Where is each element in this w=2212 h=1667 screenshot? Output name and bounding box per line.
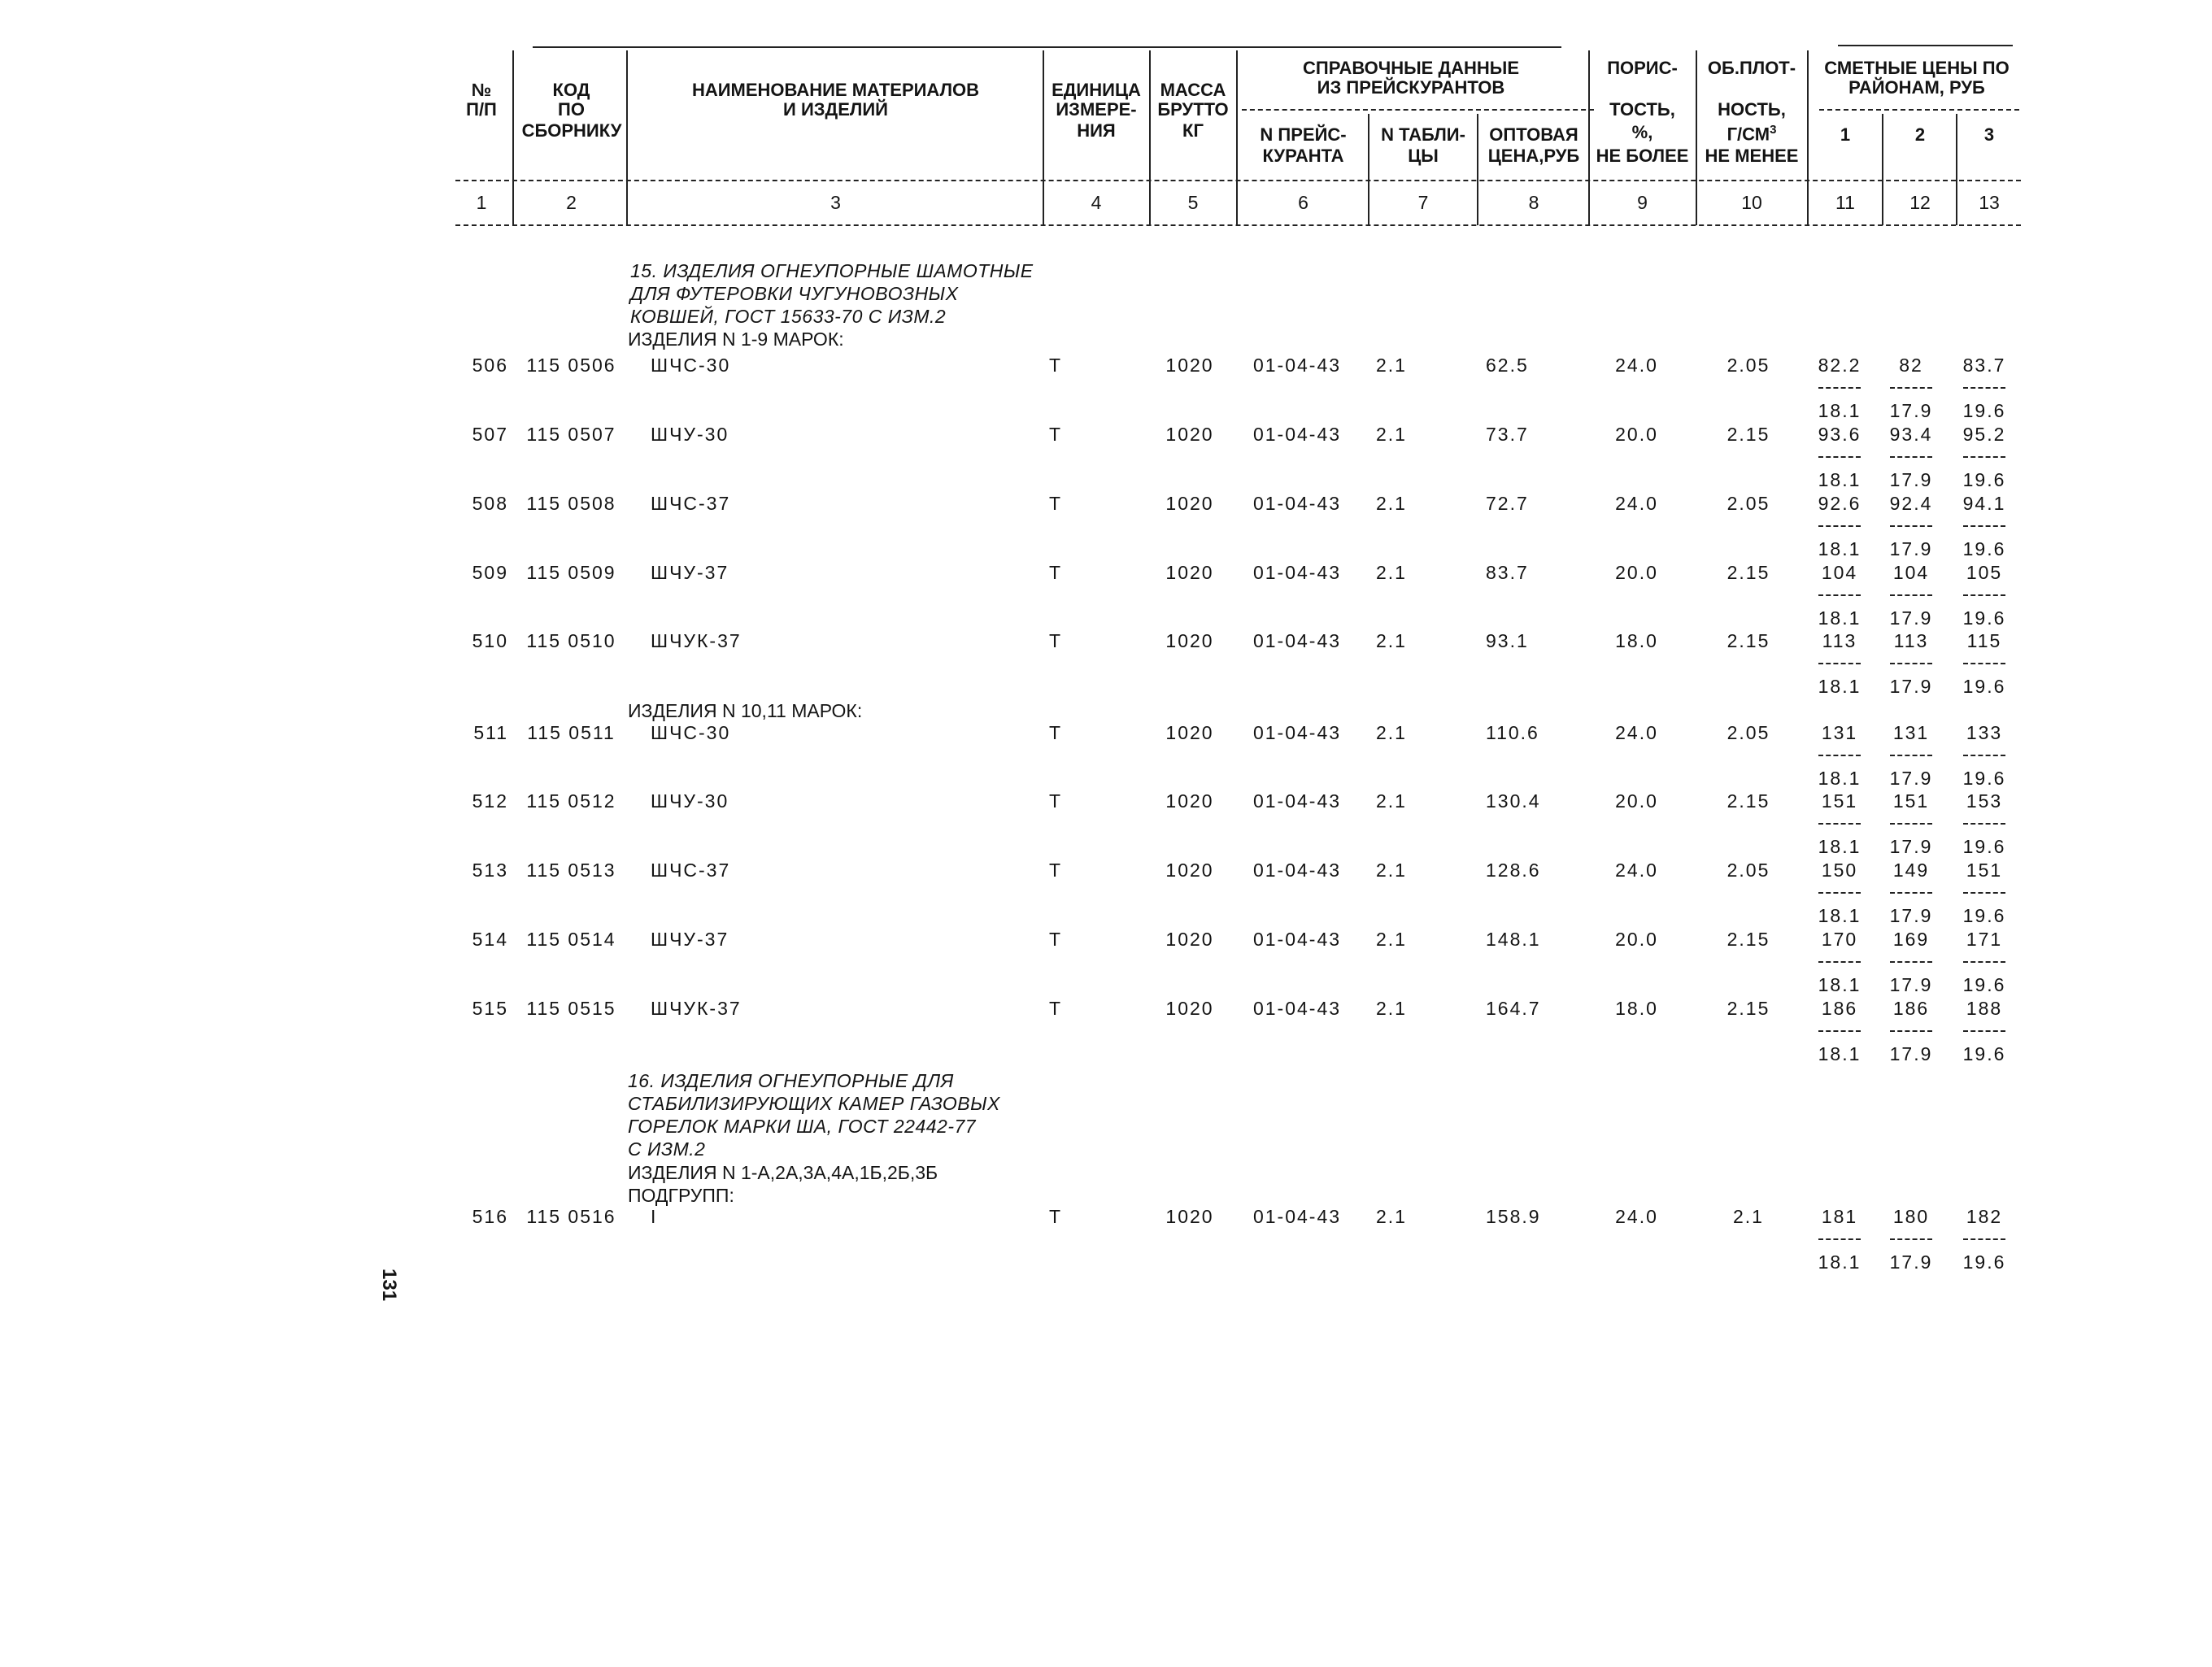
row-coefficient: 18.1 (1818, 974, 1861, 995)
row-number: 512 (472, 790, 508, 812)
row-price-region-3: 171 (1966, 929, 2003, 950)
header-top-rule (533, 46, 1561, 48)
column-number: 9 (1637, 192, 1648, 213)
row-pricelist: 01-04-43 (1252, 630, 1342, 651)
header-mass: БРУТТО (1157, 99, 1229, 120)
row-number: 515 (472, 998, 508, 1019)
header-density-exp: 3 (1770, 123, 1777, 137)
row-coefficient: 18.1 (1818, 1043, 1861, 1064)
row-number: 506 (472, 355, 508, 376)
row-price-region-2: 169 (1892, 929, 1930, 950)
price-divider (1963, 823, 2005, 825)
row-wholesale-price: 73.7 (1486, 424, 1529, 445)
row-mass: 1020 (1165, 790, 1214, 812)
header-unit: ИЗМЕРЕ- (1056, 99, 1137, 120)
header-porosity: ТОСТЬ, (1609, 99, 1675, 120)
row-table-no: 2.1 (1376, 493, 1407, 514)
col-sep (1588, 50, 1590, 225)
row-mass: 1020 (1165, 998, 1214, 1019)
row-price-region-2: 93.4 (1889, 424, 1933, 445)
row-coefficient: 18.1 (1818, 768, 1861, 789)
row-name: ШЧС-37 (651, 493, 731, 514)
header-porosity: ПОРИС- (1607, 58, 1678, 78)
row-coefficient: 18.1 (1818, 1251, 1861, 1273)
column-number: 6 (1298, 192, 1308, 213)
row-coefficient: 18.1 (1818, 676, 1861, 697)
row-price-region-2: 82 (1899, 355, 1923, 376)
row-table-no: 2.1 (1376, 355, 1407, 376)
row-table-no: 2.1 (1376, 1206, 1407, 1227)
row-price-region-2: 113 (1893, 630, 1929, 651)
row-unit: Т (1049, 355, 1063, 376)
subgroup-label: ПОДГРУПП: (628, 1185, 734, 1206)
row-price-region-1: 93.6 (1818, 424, 1861, 445)
row-wholesale-price: 130.4 (1486, 790, 1541, 812)
header-reference-group: СПРАВОЧНЫЕ ДАННЫЕ (1303, 58, 1519, 78)
row-porosity: 20.0 (1615, 562, 1658, 583)
row-name: ШЧУ-37 (651, 562, 729, 583)
header-code: СБОРНИКУ (521, 120, 622, 141)
price-divider (1890, 663, 1932, 664)
row-coefficient: 19.6 (1962, 400, 2006, 421)
header-wholesale-price: ОПТОВАЯ (1489, 124, 1578, 145)
row-name: ШЧУК-37 (651, 998, 742, 1019)
col-sep (512, 50, 514, 225)
row-coefficient: 19.6 (1962, 538, 2006, 559)
row-wholesale-price: 93.1 (1486, 630, 1529, 651)
row-code: 115 0515 (526, 998, 616, 1019)
col-sep (1882, 114, 1883, 225)
price-divider (1818, 663, 1861, 664)
price-divider (1963, 1030, 2005, 1032)
row-price-region-2: 151 (1892, 790, 1930, 812)
col-sep (1477, 114, 1478, 225)
row-table-no: 2.1 (1376, 424, 1407, 445)
row-coefficient: 18.1 (1818, 607, 1861, 629)
header-density: НЕ МЕНЕЕ (1705, 146, 1799, 166)
column-number: 10 (1741, 192, 1762, 213)
row-name: ШЧС-37 (651, 860, 731, 881)
header-table-no: ЦЫ (1408, 146, 1439, 166)
row-density: 2.15 (1726, 424, 1770, 445)
header-num-label: П/П (466, 99, 497, 120)
price-divider (1890, 755, 1932, 756)
row-name: ШЧУ-30 (651, 790, 729, 812)
row-price-region-2: 92.4 (1889, 493, 1933, 514)
price-divider (1818, 823, 1861, 825)
price-divider (1818, 1238, 1861, 1240)
price-divider (1963, 663, 2005, 664)
row-coefficient: 18.1 (1818, 469, 1861, 490)
header-num-symbol: № (471, 80, 492, 100)
price-divider (1890, 823, 1932, 825)
row-price-region-3: 105 (1966, 562, 2003, 583)
price-divider (1890, 594, 1932, 596)
price-divider (1963, 892, 2005, 894)
row-coefficient: 19.6 (1962, 676, 2006, 697)
row-price-region-3: 95.2 (1962, 424, 2006, 445)
row-coefficient: 17.9 (1889, 607, 1933, 629)
row-table-no: 2.1 (1376, 790, 1407, 812)
row-number: 507 (472, 424, 508, 445)
row-price-region-2: 180 (1892, 1206, 1930, 1227)
row-table-no: 2.1 (1376, 929, 1407, 950)
header-name: И ИЗДЕЛИЙ (783, 99, 888, 120)
row-pricelist: 01-04-43 (1252, 790, 1342, 812)
row-porosity: 20.0 (1615, 424, 1658, 445)
row-price-region-1: 82.2 (1818, 355, 1861, 376)
header-mass: КГ (1182, 120, 1204, 141)
header-density-unit: Г/СМ (1726, 124, 1770, 145)
header-region-1: 1 (1840, 124, 1851, 145)
header-porosity: %, (1631, 122, 1653, 142)
price-divider (1890, 961, 1932, 963)
section-title: ДЛЯ ФУТЕРОВКИ ЧУГУНОВОЗНЫХ (630, 283, 959, 304)
section-title: СТАБИЛИЗИРУЮЩИХ КАМЕР ГАЗОВЫХ (628, 1093, 1000, 1114)
row-table-no: 2.1 (1376, 630, 1407, 651)
col-sep (1696, 50, 1697, 225)
row-pricelist: 01-04-43 (1252, 722, 1342, 743)
row-wholesale-price: 148.1 (1486, 929, 1541, 950)
col-sep (626, 50, 628, 225)
row-coefficient: 19.6 (1962, 768, 2006, 789)
header-porosity: НЕ БОЛЕЕ (1596, 146, 1689, 166)
row-code: 115 0514 (526, 929, 616, 950)
header-region-2: 2 (1914, 124, 1926, 145)
row-price-region-1: 131 (1821, 722, 1858, 743)
column-number: 13 (1979, 192, 2000, 213)
row-porosity: 20.0 (1615, 929, 1658, 950)
price-divider (1818, 892, 1861, 894)
row-pricelist: 01-04-43 (1252, 998, 1342, 1019)
header-price-group: СМЕТНЫЕ ЦЕНЫ ПО (1824, 58, 2010, 78)
subgroup-label: ИЗДЕЛИЯ N 1-9 МАРОК: (628, 329, 844, 350)
row-wholesale-price: 83.7 (1486, 562, 1529, 583)
price-divider (1818, 1030, 1861, 1032)
row-density: 2.15 (1726, 562, 1770, 583)
row-code: 115 0512 (526, 790, 616, 812)
row-pricelist: 01-04-43 (1252, 355, 1342, 376)
row-coefficient: 17.9 (1889, 400, 1933, 421)
row-coefficient: 17.9 (1889, 676, 1933, 697)
row-coefficient: 17.9 (1889, 836, 1933, 857)
row-density: 2.05 (1726, 355, 1770, 376)
row-pricelist: 01-04-43 (1252, 1206, 1342, 1227)
row-density: 2.15 (1726, 929, 1770, 950)
row-porosity: 20.0 (1615, 790, 1658, 812)
row-unit: Т (1049, 998, 1063, 1019)
row-code: 115 0511 (527, 722, 616, 743)
price-divider (1963, 456, 2005, 458)
row-number: 514 (472, 929, 508, 950)
price-divider (1890, 892, 1932, 894)
header-code: КОД (552, 80, 590, 100)
price-divider (1963, 525, 2005, 527)
row-coefficient: 17.9 (1889, 538, 1933, 559)
section-title: ГОРЕЛОК МАРКИ ША, ГОСТ 22442-77 (628, 1116, 977, 1137)
row-mass: 1020 (1165, 424, 1214, 445)
row-price-region-1: 170 (1821, 929, 1858, 950)
col-sep (1043, 50, 1044, 225)
row-code: 115 0508 (526, 493, 616, 514)
row-porosity: 18.0 (1615, 998, 1658, 1019)
row-wholesale-price: 110.6 (1486, 722, 1539, 743)
price-divider (1890, 1238, 1932, 1240)
price-divider (1890, 456, 1932, 458)
row-number: 513 (472, 860, 508, 881)
column-number: 11 (1835, 192, 1855, 213)
header-pricelist: КУРАНТА (1262, 146, 1344, 166)
row-coefficient: 17.9 (1889, 905, 1933, 926)
row-porosity: 24.0 (1615, 1206, 1658, 1227)
row-number: 516 (472, 1206, 508, 1227)
row-name: ШЧУ-37 (651, 929, 729, 950)
row-coefficient: 19.6 (1962, 607, 2006, 629)
price-divider (1963, 387, 2005, 389)
row-unit: Т (1049, 790, 1063, 812)
row-mass: 1020 (1165, 630, 1214, 651)
row-porosity: 24.0 (1615, 722, 1658, 743)
row-table-no: 2.1 (1376, 722, 1407, 743)
row-code: 115 0516 (526, 1206, 616, 1227)
header-density (1698, 124, 1805, 143)
row-price-region-3: 188 (1966, 998, 2003, 1019)
row-pricelist: 01-04-43 (1252, 424, 1342, 445)
header-ref-divider (1242, 109, 1594, 111)
row-price-region-2: 104 (1892, 562, 1930, 583)
row-code: 115 0509 (526, 562, 616, 583)
row-coefficient: 17.9 (1889, 469, 1933, 490)
row-coefficient: 18.1 (1818, 538, 1861, 559)
row-code: 115 0513 (526, 860, 616, 881)
header-unit: НИЯ (1077, 120, 1116, 141)
header-code: ПО (558, 99, 585, 120)
row-table-no: 2.1 (1376, 860, 1407, 881)
row-coefficient: 17.9 (1889, 768, 1933, 789)
row-mass: 1020 (1165, 562, 1214, 583)
column-number: 4 (1091, 192, 1102, 213)
row-density: 2.1 (1733, 1206, 1764, 1227)
price-divider (1890, 1030, 1932, 1032)
subgroup-label: ИЗДЕЛИЯ N 1-А,2А,3А,4А,1Б,2Б,3Б (628, 1162, 938, 1183)
row-pricelist: 01-04-43 (1252, 860, 1342, 881)
row-price-region-1: 150 (1821, 860, 1858, 881)
section-title: 15. ИЗДЕЛИЯ ОГНЕУПОРНЫЕ ШАМОТНЫЕ (630, 260, 1034, 281)
row-density: 2.05 (1726, 860, 1770, 881)
header-density: ОБ.ПЛОТ- (1707, 58, 1796, 78)
price-divider (1890, 525, 1932, 527)
row-mass: 1020 (1165, 493, 1214, 514)
row-number: 508 (472, 493, 508, 514)
row-wholesale-price: 158.9 (1486, 1206, 1541, 1227)
header-reference-group: ИЗ ПРЕЙСКУРАНТОВ (1317, 77, 1505, 98)
section-title: С ИЗМ.2 (628, 1138, 706, 1160)
row-price-region-1: 186 (1821, 998, 1858, 1019)
row-pricelist: 01-04-43 (1252, 562, 1342, 583)
row-coefficient: 17.9 (1889, 1043, 1933, 1064)
row-price-region-3: 83.7 (1962, 355, 2006, 376)
header-top-rule-right (1838, 45, 2013, 46)
row-price-region-3: 182 (1966, 1206, 2003, 1227)
row-density: 2.05 (1726, 722, 1770, 743)
row-number: 509 (472, 562, 508, 583)
row-wholesale-price: 72.7 (1486, 493, 1529, 514)
column-number: 5 (1187, 192, 1199, 213)
header-price-group: РАЙОНАМ, РУБ (1848, 77, 1985, 98)
row-unit: Т (1049, 722, 1063, 743)
row-price-region-3: 94.1 (1962, 493, 2006, 514)
row-unit: Т (1049, 929, 1063, 950)
row-density: 2.15 (1726, 998, 1770, 1019)
row-mass: 1020 (1165, 722, 1214, 743)
row-coefficient: 18.1 (1818, 905, 1861, 926)
col-sep (1149, 50, 1151, 225)
row-unit: Т (1049, 424, 1063, 445)
header-name: НАИМЕНОВАНИЕ МАТЕРИАЛОВ (691, 80, 980, 100)
row-unit: Т (1049, 860, 1063, 881)
col-sep (1807, 50, 1809, 225)
column-number: 7 (1417, 192, 1429, 213)
row-wholesale-price: 164.7 (1486, 998, 1541, 1019)
row-mass: 1020 (1165, 1206, 1214, 1227)
row-price-region-2: 131 (1892, 722, 1930, 743)
row-price-region-3: 153 (1966, 790, 2003, 812)
header-unit: ЕДИНИЦА (1052, 80, 1141, 100)
row-coefficient: 17.9 (1889, 1251, 1933, 1273)
header-pricelist: N ПРЕЙС- (1260, 124, 1347, 145)
col-sep (1956, 114, 1957, 225)
header-density: НОСТЬ, (1718, 99, 1786, 120)
column-number: 3 (830, 192, 841, 213)
price-divider (1890, 387, 1932, 389)
row-price-region-1: 151 (1821, 790, 1858, 812)
column-number: 1 (476, 192, 487, 213)
price-divider (1818, 387, 1861, 389)
row-coefficient: 19.6 (1962, 974, 2006, 995)
column-number: 12 (1909, 192, 1931, 213)
row-number: 511 (473, 722, 508, 743)
row-porosity: 24.0 (1615, 860, 1658, 881)
header-mass: МАССА (1160, 80, 1226, 100)
section-title: 16. ИЗДЕЛИЯ ОГНЕУПОРНЫЕ ДЛЯ (628, 1070, 954, 1091)
column-number: 2 (566, 192, 577, 213)
row-code: 115 0506 (526, 355, 616, 376)
price-divider (1818, 456, 1861, 458)
row-price-region-1: 181 (1821, 1206, 1858, 1227)
row-coefficient: 19.6 (1962, 1251, 2006, 1273)
row-mass: 1020 (1165, 860, 1214, 881)
row-porosity: 24.0 (1615, 493, 1658, 514)
row-name: ШЧС-30 (651, 722, 731, 743)
col-sep (1368, 114, 1369, 225)
price-divider (1818, 755, 1861, 756)
row-unit: Т (1049, 1206, 1063, 1227)
price-divider (1818, 525, 1861, 527)
row-coefficient: 18.1 (1818, 836, 1861, 857)
row-wholesale-price: 62.5 (1486, 355, 1529, 376)
row-unit: Т (1049, 630, 1063, 651)
row-code: 115 0507 (526, 424, 616, 445)
row-pricelist: 01-04-43 (1252, 929, 1342, 950)
row-coefficient: 19.6 (1962, 905, 2006, 926)
header-price-divider (1819, 109, 2019, 111)
row-porosity: 24.0 (1615, 355, 1658, 376)
row-coefficient: 18.1 (1818, 400, 1861, 421)
price-divider (1818, 594, 1861, 596)
header-table-no: N ТАБЛИ- (1381, 124, 1465, 145)
row-number: 510 (472, 630, 508, 651)
row-pricelist: 01-04-43 (1252, 493, 1342, 514)
row-name: ШЧС-30 (651, 355, 731, 376)
row-price-region-2: 186 (1892, 998, 1930, 1019)
row-density: 2.05 (1726, 493, 1770, 514)
section-title: КОВШЕЙ, ГОСТ 15633-70 С ИЗМ.2 (630, 306, 947, 327)
row-density: 2.15 (1726, 630, 1770, 651)
header-region-3: 3 (1983, 124, 1995, 145)
price-divider (1818, 961, 1861, 963)
row-unit: Т (1049, 562, 1063, 583)
row-table-no: 2.1 (1376, 562, 1407, 583)
row-density: 2.15 (1726, 790, 1770, 812)
row-price-region-2: 149 (1892, 860, 1930, 881)
column-numbers-rule (455, 224, 2021, 226)
row-table-no: 2.1 (1376, 998, 1407, 1019)
col-sep (1236, 50, 1238, 225)
row-name: I (651, 1206, 658, 1227)
row-mass: 1020 (1165, 929, 1214, 950)
row-price-region-3: 115 (1966, 630, 2002, 651)
row-price-region-3: 133 (1966, 722, 2003, 743)
row-porosity: 18.0 (1615, 630, 1658, 651)
row-name: ШЧУ-30 (651, 424, 729, 445)
row-price-region-1: 104 (1821, 562, 1858, 583)
price-divider (1963, 594, 2005, 596)
row-price-region-3: 151 (1966, 860, 2003, 881)
row-name: ШЧУК-37 (651, 630, 742, 651)
row-unit: Т (1049, 493, 1063, 514)
row-price-region-1: 92.6 (1818, 493, 1861, 514)
column-number: 8 (1528, 192, 1539, 213)
row-coefficient: 19.6 (1962, 469, 2006, 490)
row-mass: 1020 (1165, 355, 1214, 376)
page-number: 131 (378, 1269, 400, 1302)
price-divider (1963, 755, 2005, 756)
subgroup-label: ИЗДЕЛИЯ N 10,11 МАРОК: (628, 700, 863, 721)
row-coefficient: 19.6 (1962, 836, 2006, 857)
header-bottom-rule (455, 180, 2021, 181)
price-divider (1963, 961, 2005, 963)
price-divider (1963, 1238, 2005, 1240)
row-code: 115 0510 (526, 630, 616, 651)
header-wholesale-price: ЦЕНА,РУБ (1487, 146, 1580, 166)
row-coefficient: 19.6 (1962, 1043, 2006, 1064)
row-wholesale-price: 128.6 (1486, 860, 1541, 881)
row-coefficient: 17.9 (1889, 974, 1933, 995)
row-price-region-1: 113 (1822, 630, 1857, 651)
